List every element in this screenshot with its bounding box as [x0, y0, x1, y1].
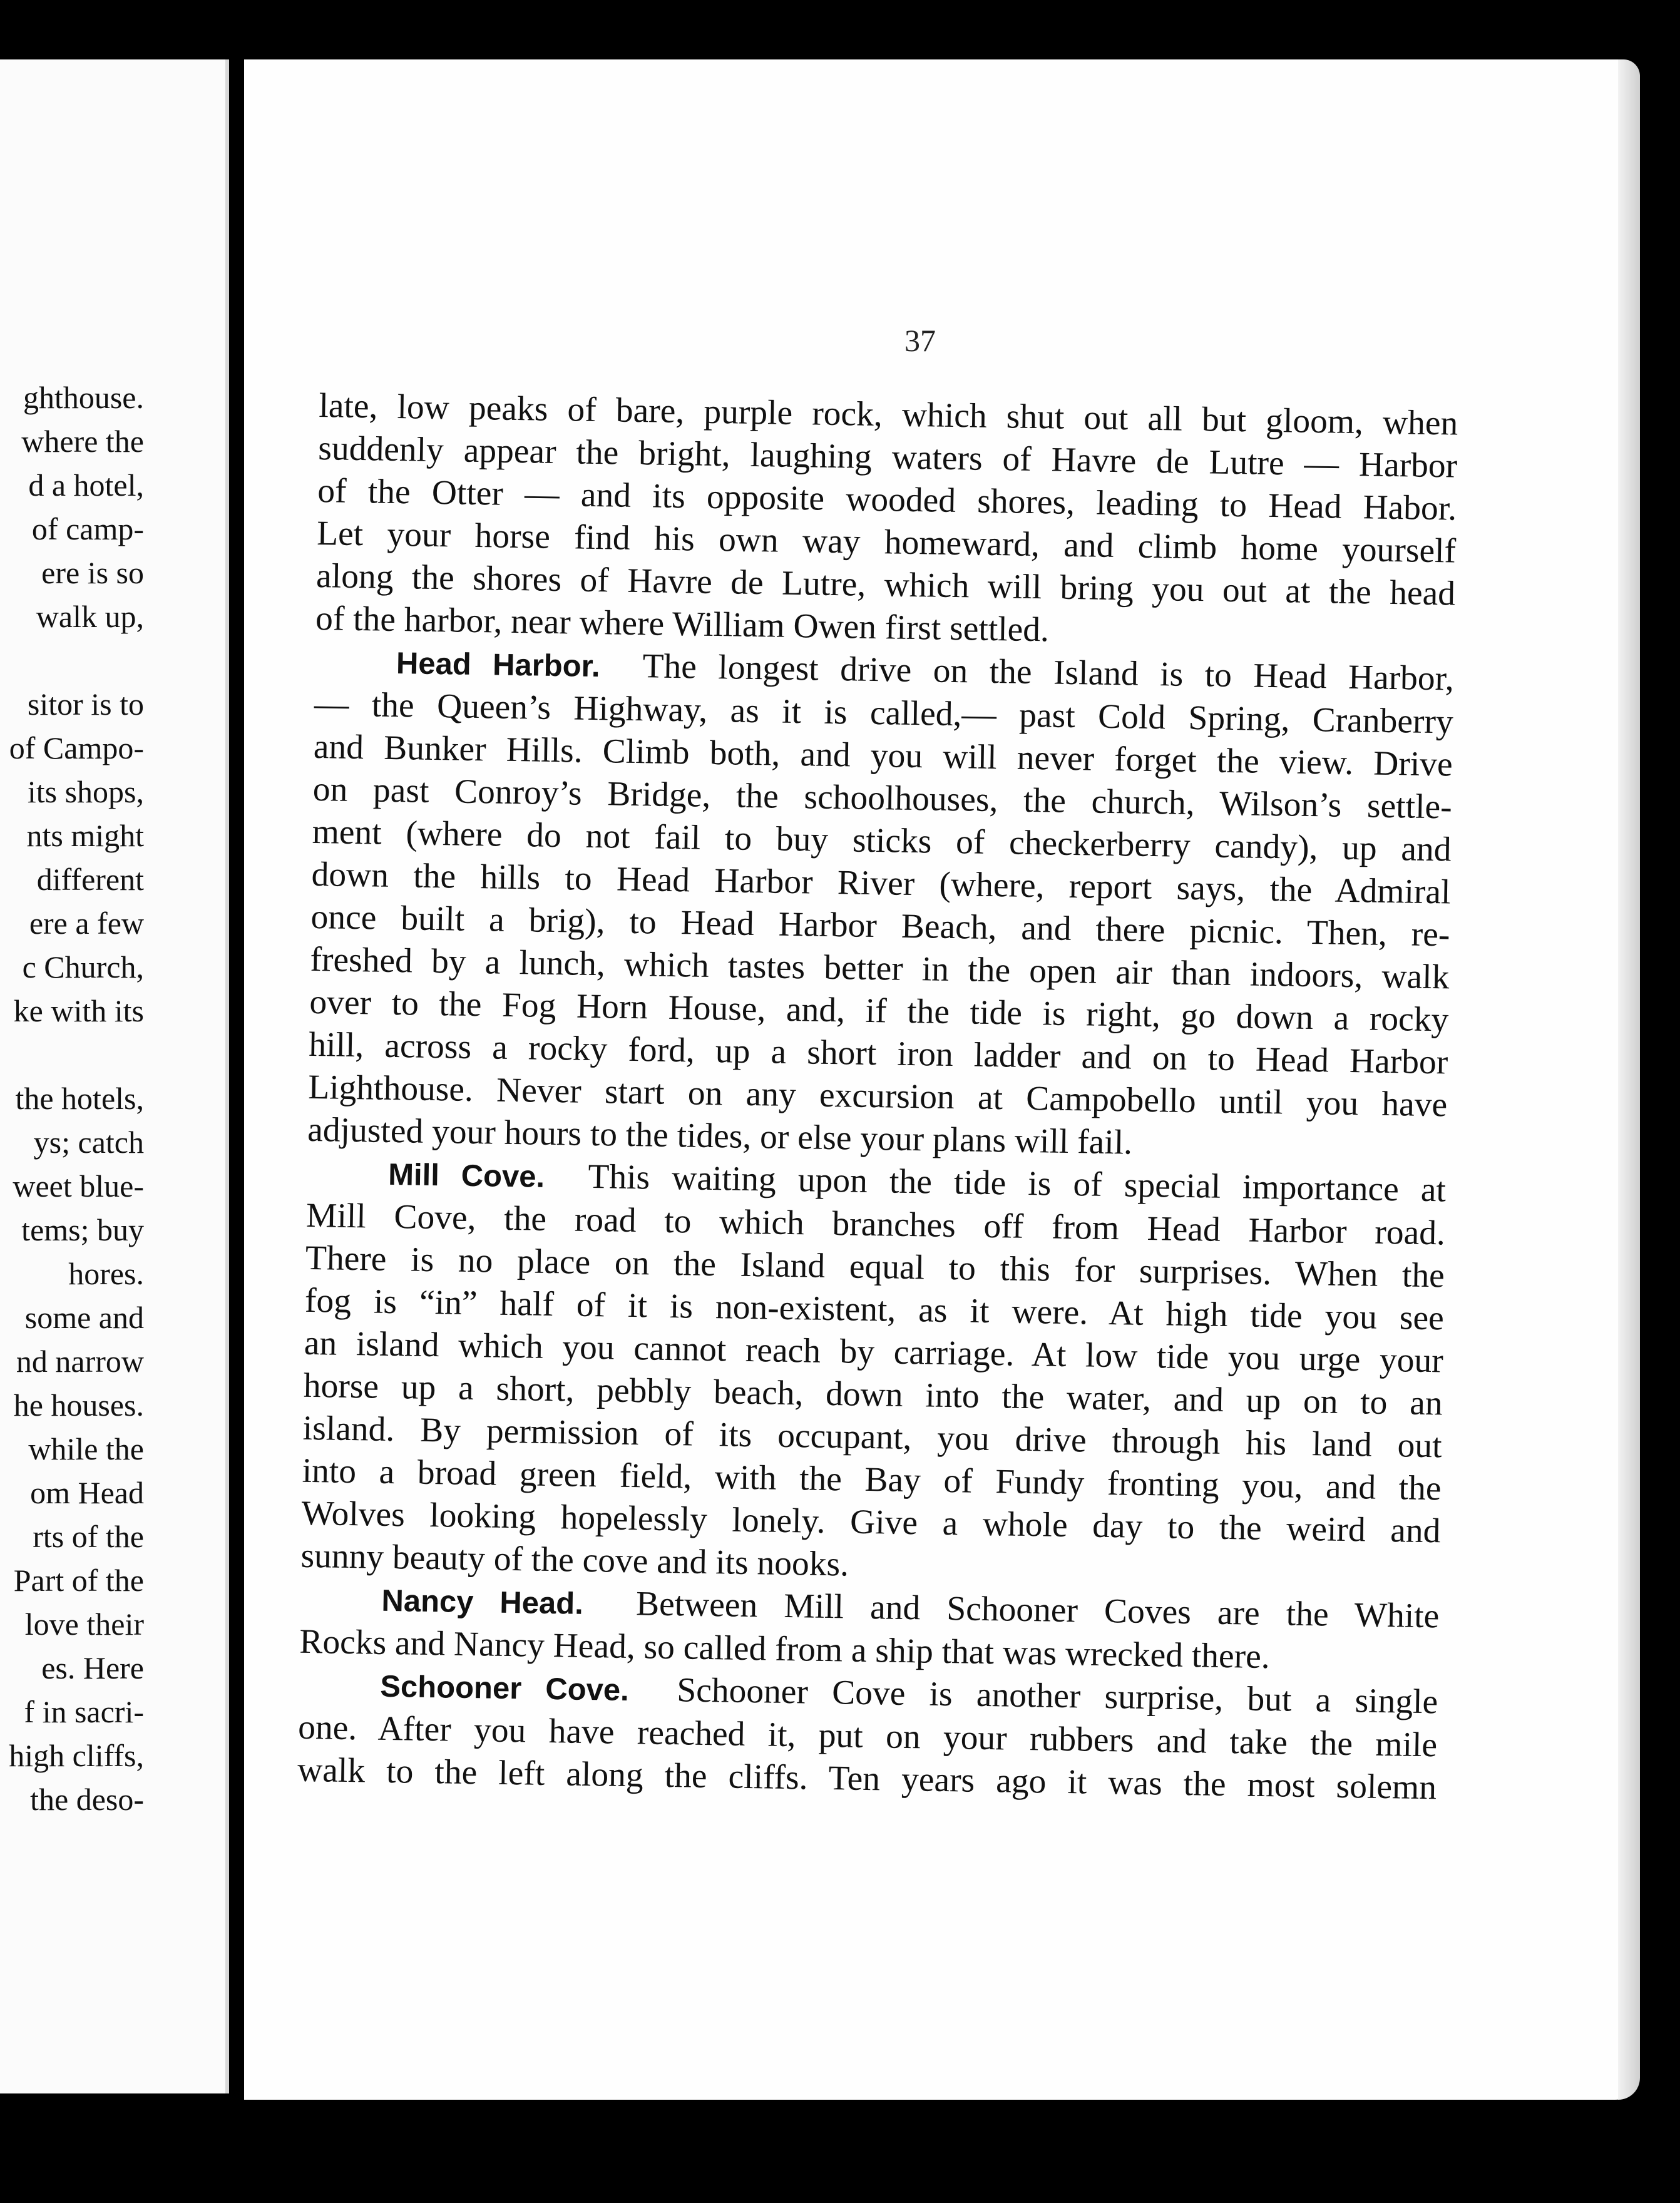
text-line: adjusted your hours to the tides, or else your plans will fail.: [307, 1110, 1133, 1162]
text-line: d a hotel,: [28, 468, 144, 503]
text-line: while the: [28, 1431, 144, 1466]
text-line: Wolves looking hopelessly lonely. Give a whole day to the weird and: [301, 1494, 1441, 1551]
text-line: where the: [21, 424, 144, 459]
text-line: ere is so: [41, 555, 144, 590]
text-line: Let your horse find his own way homeward, and climb home yourself: [316, 514, 1457, 571]
text-line: into a broad green field, with the Bay of Fundy fronting you, and the: [302, 1451, 1442, 1508]
text-line: some and: [24, 1300, 144, 1335]
text-line: down the hills to Head Harbor River (where, report says, the Admiral: [311, 855, 1451, 912]
text-run: The longest drive on the Island is to Head Harbor,: [642, 647, 1455, 698]
text-line: horse up a short, pebbly beach, down into the water, and up on to an: [303, 1366, 1443, 1423]
text-line: of the harbor, near where William Owen first settled.: [315, 599, 1050, 650]
text-line: ere a few: [29, 906, 144, 941]
text-line: om Head: [30, 1475, 144, 1510]
left-page: [0, 59, 229, 2093]
text-line: Part of the: [13, 1563, 144, 1598]
text-line: ys; catch: [33, 1125, 144, 1160]
text-line: ghthouse.: [23, 380, 144, 415]
section-heading: Mill Cove.: [387, 1157, 545, 1194]
section-heading: Schooner Cove.: [379, 1669, 630, 1708]
text-line: of Campo-: [9, 730, 144, 765]
text-line: the hotels,: [15, 1081, 144, 1116]
section-heading: Head Harbor.: [396, 646, 601, 684]
text-line: fog is “in” half of it is non-existent, as it were. At high tide you see: [304, 1281, 1445, 1338]
text-line: ment (where do not fail to buy sticks of checkerberry candy), up and: [312, 812, 1452, 869]
text-line: Lighthouse. Never start on any excursion at Campobello until you have: [307, 1068, 1448, 1125]
text-line: on past Conroy’s Bridge, the schoolhouses, the church, Wilson’s settle-: [312, 770, 1453, 827]
text-line: tems; buy: [21, 1212, 144, 1247]
text-line: Rocks and Nancy Head, so called from a ship that was wrecked there.: [299, 1622, 1271, 1677]
text-line: an island which you cannot reach by carriage. At low tide you urge your: [304, 1324, 1444, 1381]
text-line: f in sacri-: [24, 1694, 144, 1729]
right-page: [244, 59, 1640, 2100]
text-run: Schooner Cove is another surprise, but a single: [676, 1671, 1438, 1722]
text-line: different: [36, 862, 144, 897]
text-line: — the Queen’s Highway, as it is called,— past Cold Spring, Cranberry: [314, 685, 1454, 742]
text-line: he houses.: [13, 1388, 144, 1423]
text-line: rts of the: [33, 1519, 144, 1554]
text-line: love their: [24, 1607, 144, 1642]
text-line: sitor is to: [27, 687, 144, 722]
text-line: once built a brig), to Head Harbor Beach, and there picnic. Then, re-: [310, 897, 1450, 954]
text-line: over to the Fog Horn House, and, if the tide is right, go down a rocky: [309, 983, 1449, 1040]
text-line: along the shores of Havre de Lutre, which will bring you out at the head: [315, 556, 1456, 613]
text-line: sunny beauty of the cove and its nooks.: [300, 1536, 849, 1584]
text-line: suddenly appear the bright, laughing waters of Havre de Lutre — Harbor: [317, 429, 1458, 486]
text-line: nd narrow: [16, 1344, 144, 1379]
text-run: Between Mill and Schooner Coves are the White: [635, 1585, 1440, 1636]
text-line: c Church,: [22, 949, 144, 984]
text-line: the deso-: [30, 1782, 144, 1817]
text-line: es. Here: [41, 1650, 144, 1685]
text-line: hill, across a rocky ford, up a short iron ladder and on to Head Harbor: [308, 1025, 1448, 1082]
text-line: of camp-: [31, 511, 144, 546]
text-line: of the Otter — and its opposite wooded shores, leading to Head Habor.: [317, 471, 1457, 528]
text-line: walk up,: [36, 599, 144, 634]
text-line: There is no place on the Island equal to this for surprises. When the: [305, 1239, 1445, 1296]
text-line: hores.: [68, 1256, 144, 1291]
text-line: late, low peaks of bare, purple rock, which shut out all but gloom, when: [318, 386, 1458, 443]
left-page-text: [0, 376, 144, 1821]
section-heading: Nancy Head.: [381, 1583, 584, 1621]
text-line: freshed by a lunch, which tastes better in the open air than indoors, walk: [310, 940, 1450, 997]
text-line: high cliffs,: [9, 1738, 144, 1773]
text-line: nts might: [26, 818, 144, 853]
text-line: walk to the left along the cliffs. Ten years ago it was the most solemn: [297, 1751, 1437, 1807]
text-line: ke with its: [13, 993, 144, 1028]
page-body: [297, 385, 1458, 1809]
text-line: and Bunker Hills. Climb both, and you will never forget the view. Drive: [313, 727, 1453, 784]
text-run: This waiting upon the tide is of special importance at: [588, 1157, 1447, 1210]
text-line: Mill Cove, the road to which branches off from Head Harbor road.: [305, 1196, 1446, 1253]
text-line: its shops,: [27, 774, 144, 809]
text-line: one. After you have reached it, put on your rubbers and take the mile: [297, 1708, 1438, 1765]
text-line: island. By permission of its occupant, you drive through his land out: [302, 1409, 1443, 1466]
page-number: 37: [904, 323, 936, 358]
text-line: weet blue-: [13, 1168, 144, 1204]
page-edge: [1618, 59, 1640, 2100]
